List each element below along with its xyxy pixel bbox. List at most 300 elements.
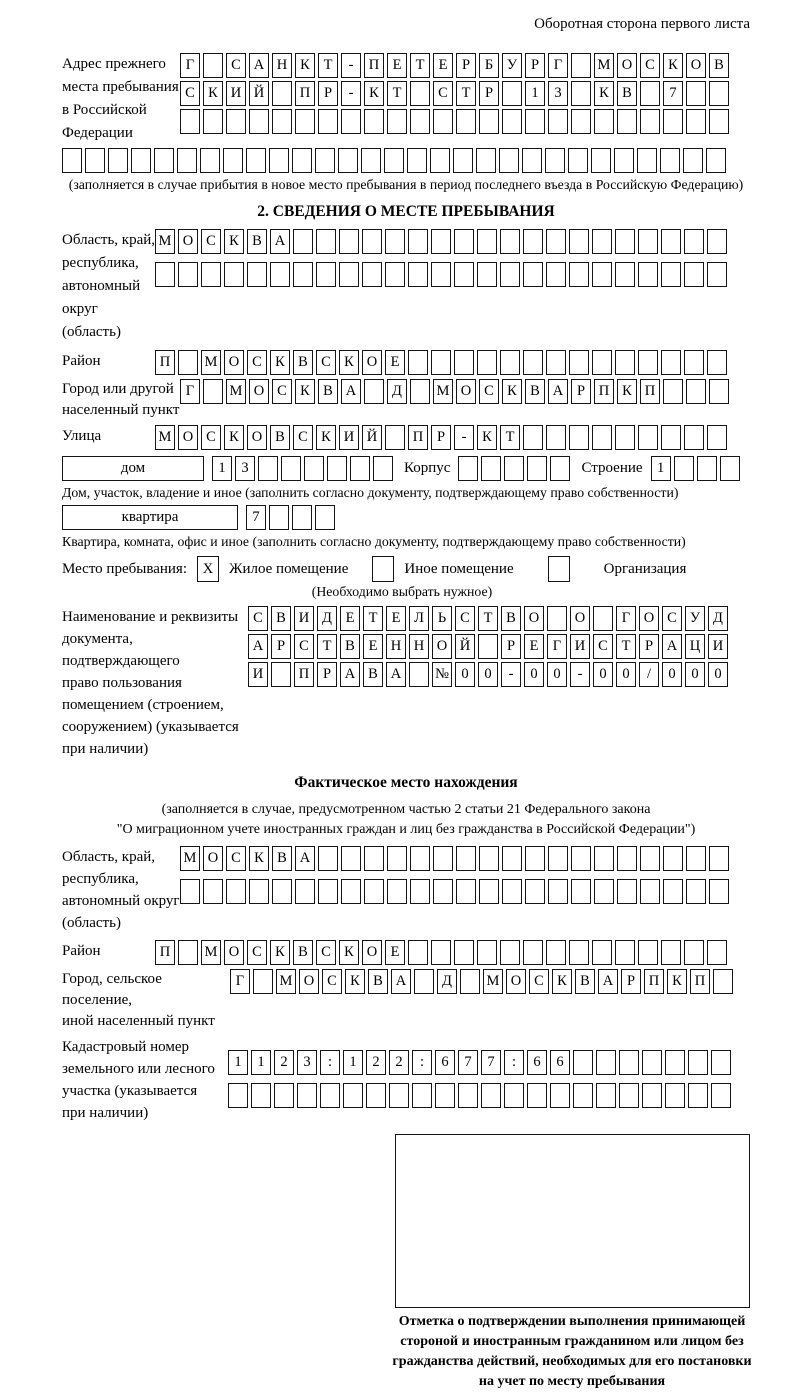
char-cell[interactable]	[660, 148, 680, 173]
char-cell[interactable]	[389, 1083, 409, 1108]
char-cell[interactable]: С	[662, 606, 682, 631]
char-cell[interactable]	[502, 846, 522, 871]
char-cell[interactable]: -	[454, 425, 474, 450]
char-cell[interactable]	[373, 456, 393, 481]
char-cell[interactable]	[640, 109, 660, 134]
char-cell[interactable]: О	[524, 606, 544, 631]
char-cell[interactable]	[316, 229, 336, 254]
char-cell[interactable]	[430, 148, 450, 173]
char-cell[interactable]	[686, 846, 706, 871]
char-cell[interactable]: М	[201, 350, 221, 375]
char-cell[interactable]: Р	[456, 53, 476, 78]
char-cell[interactable]	[663, 846, 683, 871]
char-cell[interactable]	[339, 229, 359, 254]
char-cell[interactable]: Й	[455, 634, 475, 659]
char-cell[interactable]	[523, 350, 543, 375]
char-cell[interactable]	[571, 879, 591, 904]
char-cell[interactable]	[281, 456, 301, 481]
char-cell[interactable]: 0	[478, 662, 498, 687]
char-cell[interactable]: О	[249, 379, 269, 404]
char-cell[interactable]: А	[249, 53, 269, 78]
char-cell[interactable]	[272, 879, 292, 904]
char-cell[interactable]: О	[506, 969, 526, 994]
char-cell[interactable]	[663, 879, 683, 904]
char-cell[interactable]	[504, 456, 524, 481]
char-cell[interactable]: С	[247, 350, 267, 375]
char-cell[interactable]: Ь	[432, 606, 452, 631]
char-cell[interactable]: Г	[616, 606, 636, 631]
char-cell[interactable]	[674, 456, 694, 481]
char-cell[interactable]: 3	[297, 1050, 317, 1075]
char-cell[interactable]	[203, 109, 223, 134]
char-cell[interactable]	[431, 350, 451, 375]
char-cell[interactable]	[686, 81, 706, 106]
char-cell[interactable]: Р	[571, 379, 591, 404]
char-cell[interactable]	[661, 262, 681, 287]
char-cell[interactable]: С	[201, 425, 221, 450]
char-cell[interactable]	[341, 879, 361, 904]
char-cell[interactable]: Д	[437, 969, 457, 994]
char-cell[interactable]: :	[412, 1050, 432, 1075]
char-cell[interactable]	[709, 879, 729, 904]
char-cell[interactable]: С	[248, 606, 268, 631]
char-cell[interactable]: Т	[387, 81, 407, 106]
char-cell[interactable]	[522, 148, 542, 173]
char-cell[interactable]	[269, 505, 289, 530]
char-cell[interactable]: 0	[593, 662, 613, 687]
char-cell[interactable]: Н	[409, 634, 429, 659]
char-cell[interactable]: М	[201, 940, 221, 965]
char-cell[interactable]	[683, 148, 703, 173]
char-cell[interactable]: С	[201, 229, 221, 254]
checkbox-organization[interactable]	[548, 556, 570, 582]
char-cell[interactable]	[270, 262, 290, 287]
char-cell[interactable]: Е	[340, 606, 360, 631]
char-cell[interactable]	[523, 940, 543, 965]
char-cell[interactable]	[640, 846, 660, 871]
char-cell[interactable]	[410, 879, 430, 904]
char-cell[interactable]: Р	[431, 425, 451, 450]
char-cell[interactable]	[364, 879, 384, 904]
char-cell[interactable]: Г	[180, 379, 200, 404]
char-cell[interactable]	[385, 262, 405, 287]
char-cell[interactable]	[253, 969, 273, 994]
char-cell[interactable]: С	[479, 379, 499, 404]
house-type-field[interactable]: дом	[62, 456, 204, 481]
char-cell[interactable]	[569, 262, 589, 287]
char-cell[interactable]: С	[529, 969, 549, 994]
char-cell[interactable]: К	[364, 81, 384, 106]
char-cell[interactable]	[362, 262, 382, 287]
char-cell[interactable]: 0	[662, 662, 682, 687]
char-cell[interactable]: Р	[501, 634, 521, 659]
char-cell[interactable]	[385, 425, 405, 450]
char-cell[interactable]: Е	[387, 53, 407, 78]
char-cell[interactable]: К	[295, 379, 315, 404]
char-cell[interactable]	[637, 148, 657, 173]
char-cell[interactable]	[409, 662, 429, 687]
char-cell[interactable]	[502, 879, 522, 904]
char-cell[interactable]: О	[224, 940, 244, 965]
char-cell[interactable]: К	[316, 425, 336, 450]
char-cell[interactable]: -	[570, 662, 590, 687]
char-cell[interactable]: Г	[548, 53, 568, 78]
char-cell[interactable]: Т	[410, 53, 430, 78]
char-cell[interactable]	[523, 229, 543, 254]
char-cell[interactable]	[178, 940, 198, 965]
char-cell[interactable]	[435, 1083, 455, 1108]
char-cell[interactable]: А	[598, 969, 618, 994]
char-cell[interactable]	[617, 846, 637, 871]
char-cell[interactable]: А	[270, 229, 290, 254]
char-cell[interactable]	[318, 109, 338, 134]
char-cell[interactable]: 0	[547, 662, 567, 687]
char-cell[interactable]: С	[272, 379, 292, 404]
char-cell[interactable]: М	[276, 969, 296, 994]
char-cell[interactable]	[481, 456, 501, 481]
char-cell[interactable]	[686, 879, 706, 904]
char-cell[interactable]: К	[594, 81, 614, 106]
char-cell[interactable]: -	[501, 662, 521, 687]
char-cell[interactable]	[338, 148, 358, 173]
char-cell[interactable]: А	[391, 969, 411, 994]
char-cell[interactable]: Т	[363, 606, 383, 631]
char-cell[interactable]: О	[362, 940, 382, 965]
char-cell[interactable]	[697, 456, 717, 481]
char-cell[interactable]: О	[432, 634, 452, 659]
char-cell[interactable]: Р	[271, 634, 291, 659]
char-cell[interactable]	[408, 350, 428, 375]
char-cell[interactable]: О	[224, 350, 244, 375]
char-cell[interactable]	[615, 262, 635, 287]
char-cell[interactable]: А	[248, 634, 268, 659]
char-cell[interactable]: И	[339, 425, 359, 450]
char-cell[interactable]: -	[341, 81, 361, 106]
char-cell[interactable]	[500, 940, 520, 965]
char-cell[interactable]	[642, 1083, 662, 1108]
char-cell[interactable]: К	[477, 425, 497, 450]
char-cell[interactable]	[523, 425, 543, 450]
char-cell[interactable]	[596, 1083, 616, 1108]
char-cell[interactable]	[711, 1083, 731, 1108]
char-cell[interactable]: В	[340, 634, 360, 659]
char-cell[interactable]	[661, 425, 681, 450]
char-cell[interactable]: 7	[246, 505, 266, 530]
char-cell[interactable]	[407, 148, 427, 173]
char-cell[interactable]: Е	[433, 53, 453, 78]
char-cell[interactable]	[661, 229, 681, 254]
char-cell[interactable]: С	[322, 969, 342, 994]
char-cell[interactable]: Г	[180, 53, 200, 78]
char-cell[interactable]: В	[293, 350, 313, 375]
char-cell[interactable]	[180, 109, 200, 134]
char-cell[interactable]	[684, 262, 704, 287]
char-cell[interactable]: Г	[547, 634, 567, 659]
char-cell[interactable]	[546, 262, 566, 287]
char-cell[interactable]	[361, 148, 381, 173]
char-cell[interactable]	[617, 109, 637, 134]
char-cell[interactable]	[343, 1083, 363, 1108]
char-cell[interactable]	[366, 1083, 386, 1108]
char-cell[interactable]: С	[316, 940, 336, 965]
char-cell[interactable]	[502, 109, 522, 134]
char-cell[interactable]	[201, 262, 221, 287]
char-cell[interactable]	[408, 229, 428, 254]
char-cell[interactable]	[327, 456, 347, 481]
char-cell[interactable]	[408, 940, 428, 965]
char-cell[interactable]: Д	[708, 606, 728, 631]
char-cell[interactable]: 2	[366, 1050, 386, 1075]
char-cell[interactable]	[502, 81, 522, 106]
char-cell[interactable]	[249, 879, 269, 904]
char-cell[interactable]	[318, 846, 338, 871]
char-cell[interactable]: К	[249, 846, 269, 871]
char-cell[interactable]	[384, 148, 404, 173]
char-cell[interactable]	[640, 81, 660, 106]
char-cell[interactable]	[684, 229, 704, 254]
char-cell[interactable]	[573, 1050, 593, 1075]
char-cell[interactable]: 0	[685, 662, 705, 687]
char-cell[interactable]: А	[341, 379, 361, 404]
char-cell[interactable]: Т	[500, 425, 520, 450]
char-cell[interactable]	[476, 148, 496, 173]
char-cell[interactable]	[297, 1083, 317, 1108]
char-cell[interactable]: Н	[386, 634, 406, 659]
char-cell[interactable]	[315, 505, 335, 530]
char-cell[interactable]	[546, 425, 566, 450]
char-cell[interactable]: Е	[363, 634, 383, 659]
char-cell[interactable]: И	[226, 81, 246, 106]
char-cell[interactable]: К	[552, 969, 572, 994]
char-cell[interactable]	[614, 148, 634, 173]
char-cell[interactable]: П	[644, 969, 664, 994]
char-cell[interactable]	[481, 1083, 501, 1108]
char-cell[interactable]: И	[570, 634, 590, 659]
char-cell[interactable]	[638, 262, 658, 287]
char-cell[interactable]: М	[594, 53, 614, 78]
char-cell[interactable]	[431, 262, 451, 287]
char-cell[interactable]: В	[272, 846, 292, 871]
char-cell[interactable]: М	[433, 379, 453, 404]
char-cell[interactable]: 0	[455, 662, 475, 687]
char-cell[interactable]	[304, 456, 324, 481]
char-cell[interactable]: К	[224, 229, 244, 254]
char-cell[interactable]: О	[362, 350, 382, 375]
char-cell[interactable]: К	[617, 379, 637, 404]
char-cell[interactable]	[226, 879, 246, 904]
char-cell[interactable]	[548, 109, 568, 134]
char-cell[interactable]	[387, 846, 407, 871]
char-cell[interactable]: В	[368, 969, 388, 994]
char-cell[interactable]: К	[502, 379, 522, 404]
char-cell[interactable]: М	[155, 229, 175, 254]
char-cell[interactable]	[615, 350, 635, 375]
char-cell[interactable]	[131, 148, 151, 173]
char-cell[interactable]	[177, 148, 197, 173]
char-cell[interactable]: П	[364, 53, 384, 78]
char-cell[interactable]: И	[294, 606, 314, 631]
char-cell[interactable]	[500, 262, 520, 287]
char-cell[interactable]	[315, 148, 335, 173]
char-cell[interactable]: 7	[458, 1050, 478, 1075]
char-cell[interactable]: :	[504, 1050, 524, 1075]
char-cell[interactable]: 2	[274, 1050, 294, 1075]
char-cell[interactable]	[180, 879, 200, 904]
char-cell[interactable]	[573, 1083, 593, 1108]
char-cell[interactable]	[594, 109, 614, 134]
char-cell[interactable]: К	[663, 53, 683, 78]
char-cell[interactable]	[155, 262, 175, 287]
char-cell[interactable]: С	[180, 81, 200, 106]
char-cell[interactable]	[709, 109, 729, 134]
char-cell[interactable]	[178, 262, 198, 287]
char-cell[interactable]	[709, 81, 729, 106]
char-cell[interactable]	[226, 109, 246, 134]
char-cell[interactable]	[223, 148, 243, 173]
char-cell[interactable]: О	[570, 606, 590, 631]
char-cell[interactable]	[525, 109, 545, 134]
checkbox-residential[interactable]: X	[197, 556, 219, 582]
char-cell[interactable]: С	[455, 606, 475, 631]
char-cell[interactable]	[203, 879, 223, 904]
char-cell[interactable]	[364, 109, 384, 134]
char-cell[interactable]: О	[456, 379, 476, 404]
char-cell[interactable]	[318, 879, 338, 904]
char-cell[interactable]: Т	[616, 634, 636, 659]
char-cell[interactable]	[550, 1083, 570, 1108]
char-cell[interactable]	[479, 846, 499, 871]
char-cell[interactable]	[569, 229, 589, 254]
char-cell[interactable]: В	[293, 940, 313, 965]
char-cell[interactable]	[249, 109, 269, 134]
char-cell[interactable]	[458, 456, 478, 481]
char-cell[interactable]	[619, 1083, 639, 1108]
char-cell[interactable]	[178, 350, 198, 375]
char-cell[interactable]: Й	[249, 81, 269, 106]
char-cell[interactable]	[617, 879, 637, 904]
apartment-type-field[interactable]: квартира	[62, 505, 238, 530]
char-cell[interactable]	[364, 379, 384, 404]
char-cell[interactable]: Ц	[685, 634, 705, 659]
char-cell[interactable]	[85, 148, 105, 173]
char-cell[interactable]: К	[667, 969, 687, 994]
char-cell[interactable]	[431, 229, 451, 254]
char-cell[interactable]: Е	[386, 606, 406, 631]
char-cell[interactable]	[410, 109, 430, 134]
char-cell[interactable]: К	[224, 425, 244, 450]
char-cell[interactable]: /	[639, 662, 659, 687]
char-cell[interactable]	[619, 1050, 639, 1075]
char-cell[interactable]: С	[226, 846, 246, 871]
char-cell[interactable]: Т	[317, 634, 337, 659]
char-cell[interactable]	[62, 148, 82, 173]
char-cell[interactable]: П	[155, 350, 175, 375]
char-cell[interactable]: У	[502, 53, 522, 78]
char-cell[interactable]: Е	[385, 940, 405, 965]
char-cell[interactable]	[638, 940, 658, 965]
char-cell[interactable]: Т	[456, 81, 476, 106]
char-cell[interactable]	[661, 940, 681, 965]
char-cell[interactable]	[200, 148, 220, 173]
char-cell[interactable]	[387, 879, 407, 904]
char-cell[interactable]: А	[662, 634, 682, 659]
char-cell[interactable]	[688, 1083, 708, 1108]
char-cell[interactable]	[720, 456, 740, 481]
char-cell[interactable]: П	[155, 940, 175, 965]
char-cell[interactable]: О	[686, 53, 706, 78]
char-cell[interactable]	[320, 1083, 340, 1108]
char-cell[interactable]	[571, 81, 591, 106]
char-cell[interactable]	[433, 109, 453, 134]
char-cell[interactable]	[431, 940, 451, 965]
char-cell[interactable]	[548, 846, 568, 871]
char-cell[interactable]	[546, 229, 566, 254]
char-cell[interactable]: А	[340, 662, 360, 687]
char-cell[interactable]	[615, 425, 635, 450]
char-cell[interactable]: А	[386, 662, 406, 687]
char-cell[interactable]	[594, 846, 614, 871]
char-cell[interactable]: О	[247, 425, 267, 450]
char-cell[interactable]	[547, 606, 567, 631]
char-cell[interactable]	[460, 969, 480, 994]
char-cell[interactable]: 3	[235, 456, 255, 481]
char-cell[interactable]: 1	[651, 456, 671, 481]
char-cell[interactable]: Д	[317, 606, 337, 631]
char-cell[interactable]	[596, 1050, 616, 1075]
char-cell[interactable]	[545, 148, 565, 173]
char-cell[interactable]: В	[525, 379, 545, 404]
char-cell[interactable]: О	[203, 846, 223, 871]
char-cell[interactable]: Е	[524, 634, 544, 659]
char-cell[interactable]	[454, 262, 474, 287]
char-cell[interactable]	[571, 109, 591, 134]
char-cell[interactable]: 1	[343, 1050, 363, 1075]
char-cell[interactable]	[707, 262, 727, 287]
char-cell[interactable]: С	[293, 425, 313, 450]
char-cell[interactable]	[594, 879, 614, 904]
char-cell[interactable]: Л	[409, 606, 429, 631]
char-cell[interactable]: Г	[230, 969, 250, 994]
char-cell[interactable]	[707, 425, 727, 450]
char-cell[interactable]	[500, 350, 520, 375]
char-cell[interactable]	[108, 148, 128, 173]
char-cell[interactable]	[569, 350, 589, 375]
char-cell[interactable]	[713, 969, 733, 994]
char-cell[interactable]	[458, 1083, 478, 1108]
char-cell[interactable]: К	[339, 350, 359, 375]
char-cell[interactable]: 1	[525, 81, 545, 106]
char-cell[interactable]	[571, 846, 591, 871]
char-cell[interactable]	[316, 262, 336, 287]
char-cell[interactable]	[709, 846, 729, 871]
char-cell[interactable]	[663, 109, 683, 134]
char-cell[interactable]: В	[501, 606, 521, 631]
char-cell[interactable]: 0	[524, 662, 544, 687]
char-cell[interactable]: П	[294, 662, 314, 687]
char-cell[interactable]	[525, 879, 545, 904]
char-cell[interactable]	[456, 109, 476, 134]
char-cell[interactable]: О	[299, 969, 319, 994]
char-cell[interactable]	[292, 148, 312, 173]
char-cell[interactable]: 1	[228, 1050, 248, 1075]
char-cell[interactable]	[410, 379, 430, 404]
char-cell[interactable]: У	[685, 606, 705, 631]
char-cell[interactable]	[550, 456, 570, 481]
char-cell[interactable]	[684, 425, 704, 450]
char-cell[interactable]: В	[247, 229, 267, 254]
char-cell[interactable]: А	[295, 846, 315, 871]
char-cell[interactable]: С	[640, 53, 660, 78]
